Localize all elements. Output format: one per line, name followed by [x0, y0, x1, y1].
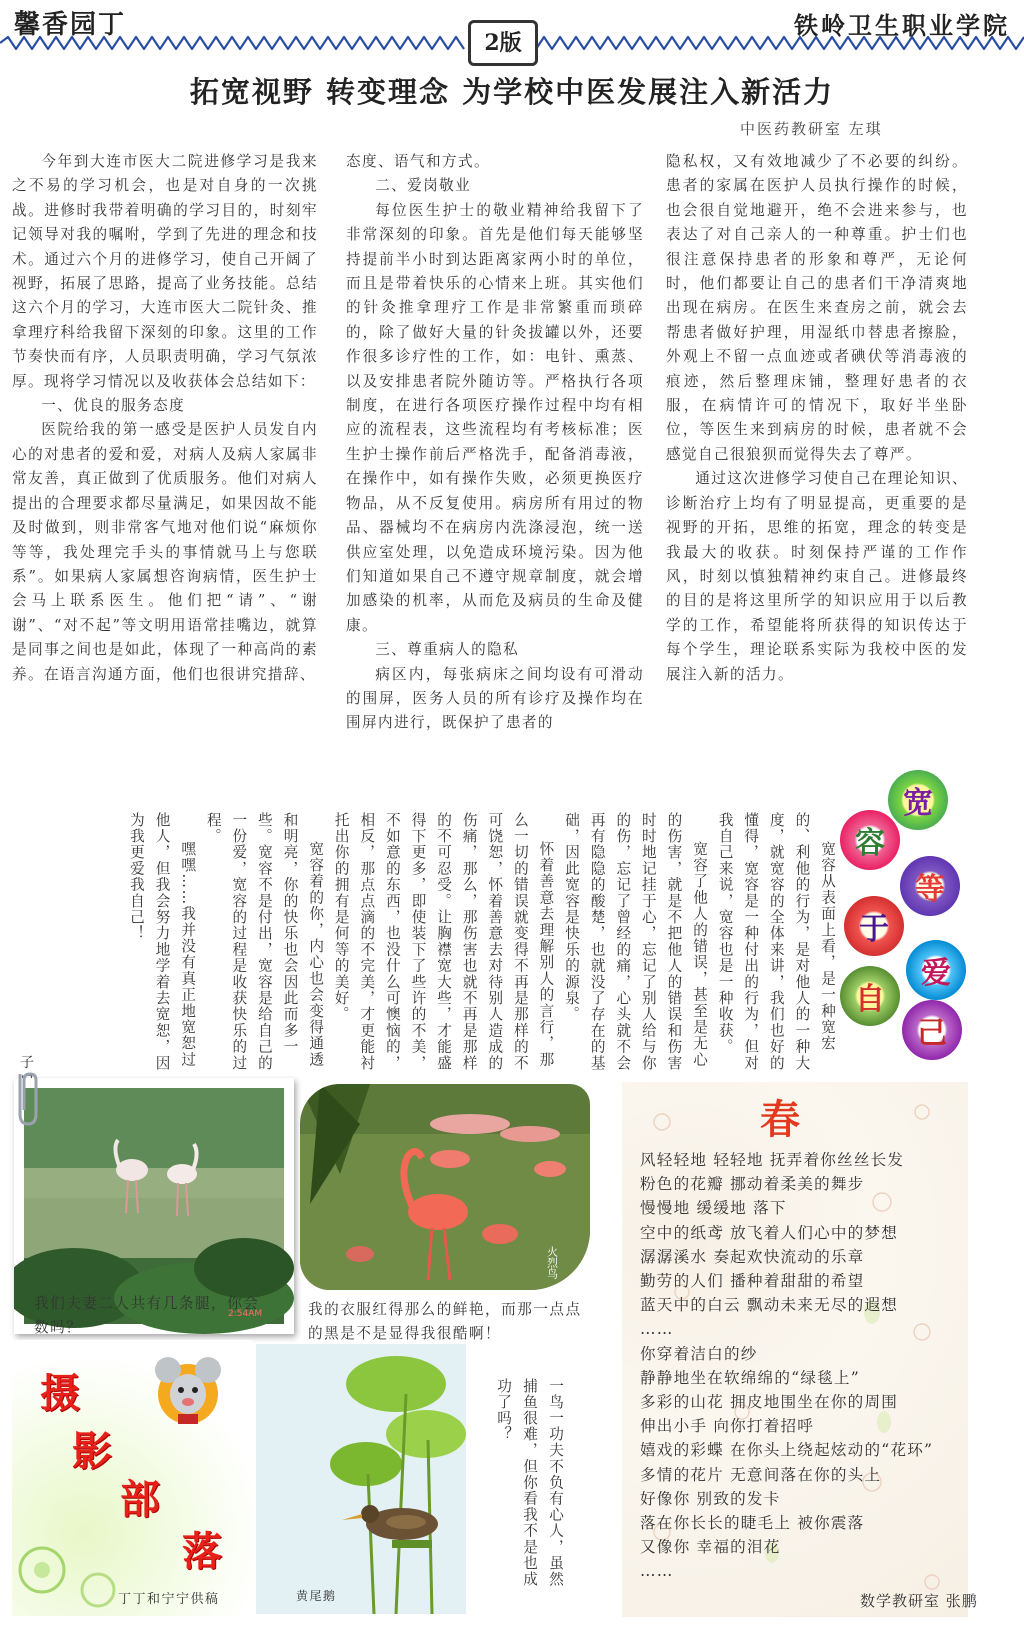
vertical-essay [40, 812, 840, 1082]
flower-char: 于 [844, 896, 904, 956]
flower-char: 等 [900, 856, 960, 916]
club-title-char: 摄 [40, 1370, 80, 1417]
poem-line: 粉色的花瓣 挪动着柔美的舞步 [640, 1175, 865, 1194]
mouse-mascot-icon [148, 1350, 228, 1430]
essay-signature: 子 [20, 1055, 34, 1071]
poem-line: 你穿着洁白的纱 [640, 1344, 758, 1363]
poem-line: 潺潺溪水 奏起欢快流动的乐章 [640, 1247, 865, 1266]
poem-line: 勤劳的人们 播种着甜甜的希望 [640, 1272, 865, 1291]
flower-char: 容 [840, 810, 900, 870]
photo2-caption: 我的衣服红得那么的鲜艳，而那一点点的黑是不是显得我很酷啊！ [308, 1301, 582, 1342]
page-number-badge: 2版 [468, 20, 538, 66]
bird-vertical-caption: 一鸟一功夫不负有心人，虽然捕鱼很难，但你看我不是也成功了吗？ [495, 1378, 564, 1588]
article-paragraph: 医院给我的第一感受是医护人员发自内心的对患者的爱和爱，对病人及病人家属非常友善，真正做到了优质服务。他们对病人提出的合理要求都尽量满足，如果因故不能及时做到，则非常客气地对他们说“麻烦你等等，我处理完手头的事情就马上与您联系”。如果病人家属想咨询病情，医生护士会马上联系医生。他们把“请”、“谢谢”、“对不起”等文明用语常挂嘴边，就算是同事之间也是如此，体现了一种高尚的素养。在语言沟通方面，他们也很讲究措辞、 [12, 421, 318, 683]
club-title-char: 落 [182, 1528, 222, 1575]
article-column-2 [346, 150, 644, 736]
flower-char: 己 [902, 1000, 962, 1060]
article-paragraph: 病区内，每张病床之间均设有可滑动的围屏，医务人员的所有诊疗及操作均在围屏内进行，既保护了患者的 [346, 665, 644, 732]
poem-author: 数学教研室 张鹏 [860, 1592, 978, 1610]
poem-line: 多彩的山花 拥皮地围坐在你的周围 [640, 1393, 899, 1412]
poem-line: 风轻轻地 轻轻地 抚弄着你丝丝长发 [640, 1151, 905, 1169]
poem-line: 又像你 幸福的泪花 [640, 1538, 781, 1557]
poem-body [640, 1148, 960, 1584]
poem-line: …… [640, 1562, 674, 1581]
photo-signature: 火烈鸟 [545, 1246, 559, 1279]
club-title-char: 部 [120, 1476, 160, 1523]
poem-line: 多情的花片 无意间落在你的头上 [640, 1465, 882, 1484]
section-heading: 一、优良的服务态度 [41, 397, 186, 415]
photo-bird-lotus [256, 1344, 466, 1614]
essay-paragraph: 怀着善意去理解别人的言行，那么一切的错误就变得不再是那样的不可饶恕，怀着善意去对待别人造成的伤痛，那么，那伤害也就不再是那样的不可忍受。让胸襟宽大些，才能盛得下更多，即使装下了些许的不美，不如意的东西，也没什么可懊恼的，相反，那点点滴的不完美，才更能衬托出你的拥有是何等的美好。 [332, 812, 555, 1072]
bird-label: 黄尾鹅 [296, 1589, 337, 1603]
essay-paragraph: 宽容了他人的错误，甚至是无心的伤害，就是不把他人的错误和伤害时时地记挂于心，忘记了别人给与你的伤，忘记了曾经的痛，心头就不会再有隐隐的酸楚，也就没了存在的基础，因此宽容是快乐的源泉。 [563, 812, 709, 1072]
club-title-char: 影 [72, 1428, 112, 1475]
poem-line: 静静地坐在软绵绵的“绿毯上” [640, 1368, 860, 1387]
section-heading: 二、爱岗敬业 [375, 177, 472, 195]
paperclip-icon [8, 1070, 48, 1130]
article-column-3 [666, 150, 968, 687]
poem-line: 嬉戏的彩蝶 在你头上绕起炫动的“花环” [640, 1441, 934, 1460]
article-paragraph: 隐私权，又有效地减少了不必要的纠纷。患者的家属在医护人员执行操作的时候，也会很自觉地避开，绝不会进来参与，也表达了对自己亲人的一种尊重。护士们也很注意保持患者的形象和尊严，无论何时，他们都要让自己的患者们干净清爽地出现在病房。在医生来查房之前，就会去帮患者做好护理，用湿纸巾替患者擦脸，外观上不留一点血迹或者碘伏等消毒液的痕迹，然后整理床铺，整理好患者的衣服，在病情许可的情况下，取好半坐卧位，等医生来到病房的时候，患者就不会感觉自己很狼狈而觉得失去了尊严。 [666, 153, 968, 463]
poem-title: 春 [760, 1096, 800, 1143]
flower-char: 自 [840, 966, 900, 1026]
photo1-caption: 我们夫妻二人共有几条腿，你会数吗？ [34, 1295, 260, 1336]
flower-char: 爱 [906, 940, 966, 1000]
photo-flamingo-flock [300, 1084, 590, 1290]
article-paragraph: 今年到大连市医大二院进修学习是我来之不易的学习机会，也是对自身的一次挑战。进修时我带着明确的学习目的，时刻牢记领导对我的嘱咐，学到了先进的理念和技术。通过六个月的进修学习，使自己开阔了视野，拓展了思路，提高了业务技能。总结这六个月的学习，大连市医大二院针灸、推拿理疗科给我留下深刻的印象。这里的工作节奏快而有序，人员职责明确，学习气氛浓厚。现将学习情况以及收获体会总结如下： [12, 153, 318, 390]
photo-timestamp: 2:54AM [228, 1309, 263, 1319]
masthead-left-title: 馨香园丁 [14, 10, 127, 40]
photo-club-block [12, 1340, 252, 1616]
flower-char: 宽 [888, 770, 948, 830]
poem-line: 空中的纸鸢 放飞着人们心中的梦想 [640, 1223, 899, 1242]
poem-line: 蓝天中的白云 飘动未来无尽的遐想 [640, 1296, 899, 1315]
poem-line: 慢慢地 缓缓地 落下 [640, 1199, 787, 1218]
article-column-1 [12, 150, 318, 687]
article-paragraph: 每位医生护士的敬业精神给我留下了非常深刻的印象。首先是他们每天能够坚持提前半小时到达距离家两小时的单位，而且是带着快乐的心情来上班。其实他们的针灸推拿理疗工作是非常繁重而琐碎的，除了做好大量的针灸拔罐以外，还要作很多诊疗性的工作，如：电针、熏蒸、以及安排患者院外随访等。严格执行各项制度，在进行各项医疗操作过程中均有相应的流程表，这些流程均有考核标准；医生护士操作前后严格洗手，配备消毒液，在操作中，如有操作失败，必须更换医疗物品，从不反复使用。病房所有用过的物品、器械均不在病房内洗涤浸泡，统一送供应室处理，以免造成环境污染。因为他们知道如果自己不遵守规章制度，就会增加感染的机率，从而危及病员的生命及健康。 [346, 201, 644, 634]
article-paragraph: 通过这次进修学习使自己在理论知识、诊断治疗上均有了明显提高，更重要的是视野的开拓，思维的拓宽，理念的转变是我最大的收获。时刻保持严谨的工作作风，时刻以慎独精神约束自己。进修最终的目的是将这里所学的知识应用于以后教学的工作，希望能将所获得的知识传达于每个学生，理论联系实际为我校中医的发展注入新的活力。 [666, 470, 968, 683]
masthead-right-title: 铁岭卫生职业学院 [794, 11, 1010, 40]
essay-paragraph: 宽容从表面上看，是一种宽宏的、利他的行为，是对他人的一种大度，就宽容的全体来讲，我们也好的懂得，宽容是一种付出的行为，但对我自己来说，宽容也是一种收获。 [716, 812, 836, 1072]
flamingo-flock-image [300, 1084, 590, 1290]
article-byline: 中医药教研室 左琪 [740, 120, 883, 138]
article-paragraph: 态度、语气和方式。 [346, 153, 490, 170]
poem-line: 落在你长长的睫毛上 被你震落 [640, 1514, 865, 1533]
flower-decoration-icon [12, 1530, 132, 1616]
poem-line: 好像你 别致的发卡 [640, 1489, 781, 1508]
essay-flower-title [840, 770, 1015, 1070]
essay-paragraph: 宽容着的你，内心也会变得通透和明亮，你的快乐也会因此而多一些。宽容不是付出，宽容是给自己的一份爱，宽容的过程是收获快乐的过程。 [204, 812, 325, 1072]
bird-lotus-image [256, 1344, 466, 1614]
poem-line: …… [640, 1320, 674, 1339]
section-heading: 三、尊重病人的隐私 [375, 641, 520, 659]
essay-paragraph: 嘿嘿……我并没有真正地宽恕过他人，但我会努力地学着去宽恕，因为我更爱我自己！ [127, 812, 197, 1072]
article-headline: 拓宽视野 转变理念 为学校中医发展注入新活力 [189, 75, 835, 109]
poem-line: 伸出小手 向你打着招呼 [640, 1417, 815, 1436]
club-credit: 丁丁和宁宁供稿 [118, 1592, 220, 1607]
